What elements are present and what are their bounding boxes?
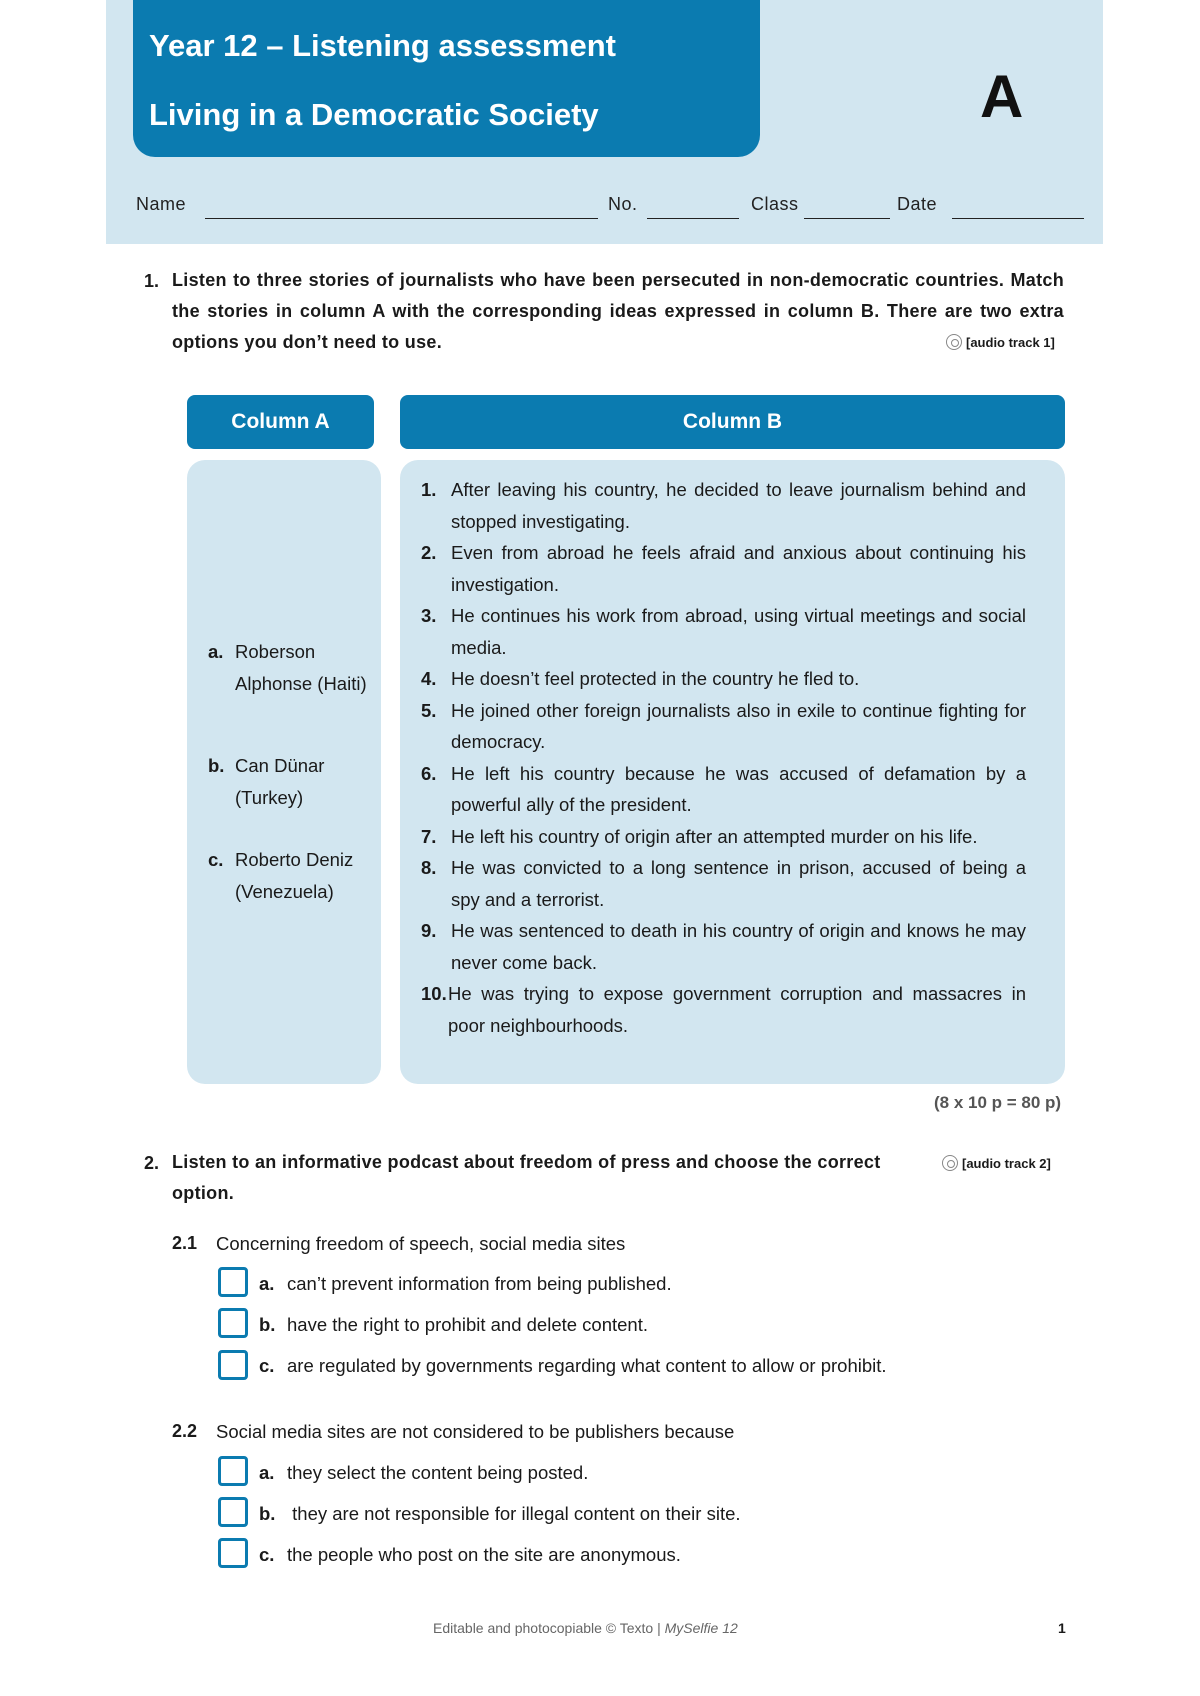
question-2-number: 2. xyxy=(144,1153,160,1173)
column-a-item: b. Can Dünar (Turkey) xyxy=(208,750,378,814)
option-row: c. the people who post on the site are anonymous. xyxy=(259,1544,681,1565)
column-b-item: 10. He was trying to expose government corruption and massacres in poor neighbourhoods. xyxy=(421,983,1026,1036)
page-title: Year 12 – Listening assessment xyxy=(149,28,616,63)
audio-track-2[interactable] xyxy=(942,1155,1051,1171)
column-b-item: 7. He left his country of origin after an attempted murder on his life. xyxy=(421,825,978,847)
page-number: 1 xyxy=(1058,1620,1066,1636)
column-b-item: 2. Even from abroad he feels afraid and anxious about continuing his investigation. xyxy=(421,542,1026,595)
page-subtitle: Living in a Democratic Society xyxy=(149,97,599,132)
number-label: No. xyxy=(608,194,638,214)
subquestion-2-1-text: Concerning freedom of speech, social media sites xyxy=(216,1233,626,1254)
option-checkbox[interactable] xyxy=(218,1350,248,1380)
subquestion-2-2-text: Social media sites are not considered to be publishers because xyxy=(216,1421,735,1442)
column-b-heading: Column B xyxy=(400,395,1065,449)
column-a-heading: Column A xyxy=(187,395,374,449)
option-checkbox[interactable] xyxy=(218,1267,248,1297)
column-b-item: 6. He left his country because he was accused of defamation by a powerful ally of the president. xyxy=(421,762,1026,815)
column-b-item: 4. He doesn’t feel protected in the country he fled to. xyxy=(421,668,860,689)
question-1-score: (8 x 10 p = 80 p) xyxy=(934,1093,1062,1112)
class-label: Class xyxy=(751,194,799,214)
option-row: c. are regulated by governments regarding what content to allow or prohibit. xyxy=(259,1355,887,1376)
audio-icon xyxy=(946,334,962,350)
column-b-item: 5. He joined other foreign journalists also in exile to continue fighting for democracy. xyxy=(421,699,1026,752)
option-checkbox[interactable] xyxy=(218,1308,248,1338)
column-a-item: a. Roberson Alphonse (Haiti) xyxy=(208,636,378,700)
name-label: Name xyxy=(136,194,187,214)
option-row: a. they select the content being posted. xyxy=(259,1462,589,1483)
option-checkbox[interactable] xyxy=(218,1497,248,1527)
footer: Editable and photocopiable © Texto | MySelfie 12 xyxy=(433,1620,738,1636)
audio-track-2-label: [audio track 2] xyxy=(962,1155,1051,1171)
version-letter: A xyxy=(980,63,1024,130)
column-b-item: 3. He continues his work from abroad, using virtual meetings and social media. xyxy=(421,605,1026,658)
question-2-text: Listen to an informative podcast about freedom of press and choose the correct option. xyxy=(172,1152,881,1203)
column-a-item: c. Roberto Deniz (Venezuela) xyxy=(208,844,378,908)
subquestion-2-2-number: 2.2 xyxy=(172,1421,198,1441)
journalist-name: Roberto Deniz (Venezuela) xyxy=(235,849,354,902)
number-field[interactable] xyxy=(647,218,739,219)
name-field[interactable] xyxy=(205,218,598,219)
option-row: a. can’t prevent information from being published. xyxy=(259,1273,672,1294)
question-1-number: 1. xyxy=(144,271,160,291)
column-b-item: 1. After leaving his country, he decided to leave journalism behind and stopped investigating. xyxy=(421,479,1026,532)
question-1-text: Listen to three stories of journalists who have been persecuted in non-democratic countries. Match the stories in column A with the corresponding ideas expressed in column B. There are two extra options you don’t need to use. xyxy=(172,270,1064,352)
audio-icon xyxy=(942,1155,958,1171)
option-row: b. have the right to prohibit and delete content. xyxy=(259,1314,649,1335)
date-field[interactable] xyxy=(952,218,1084,219)
column-b-list xyxy=(421,474,1026,1041)
book-title: MySelfie 12 xyxy=(664,1620,738,1636)
journalist-name: Roberson Alphonse (Haiti) xyxy=(235,641,367,694)
date-label: Date xyxy=(897,194,938,214)
column-b-item: 8. He was convicted to a long sentence in prison, accused of being a spy and a terrorist. xyxy=(421,857,1026,910)
title-box xyxy=(133,0,760,157)
subquestion-2-1-number: 2.1 xyxy=(172,1233,198,1253)
audio-track-1[interactable] xyxy=(946,334,1055,350)
column-b-item: 9. He was sentenced to death in his country of origin and knows he may never come back. xyxy=(421,920,1026,973)
option-row: b. they are not responsible for illegal content on their site. xyxy=(259,1503,741,1524)
audio-track-1-label: [audio track 1] xyxy=(966,334,1055,350)
option-checkbox[interactable] xyxy=(218,1456,248,1486)
journalist-name: Can Dünar (Turkey) xyxy=(235,755,325,808)
option-checkbox[interactable] xyxy=(218,1538,248,1568)
class-field[interactable] xyxy=(804,218,890,219)
